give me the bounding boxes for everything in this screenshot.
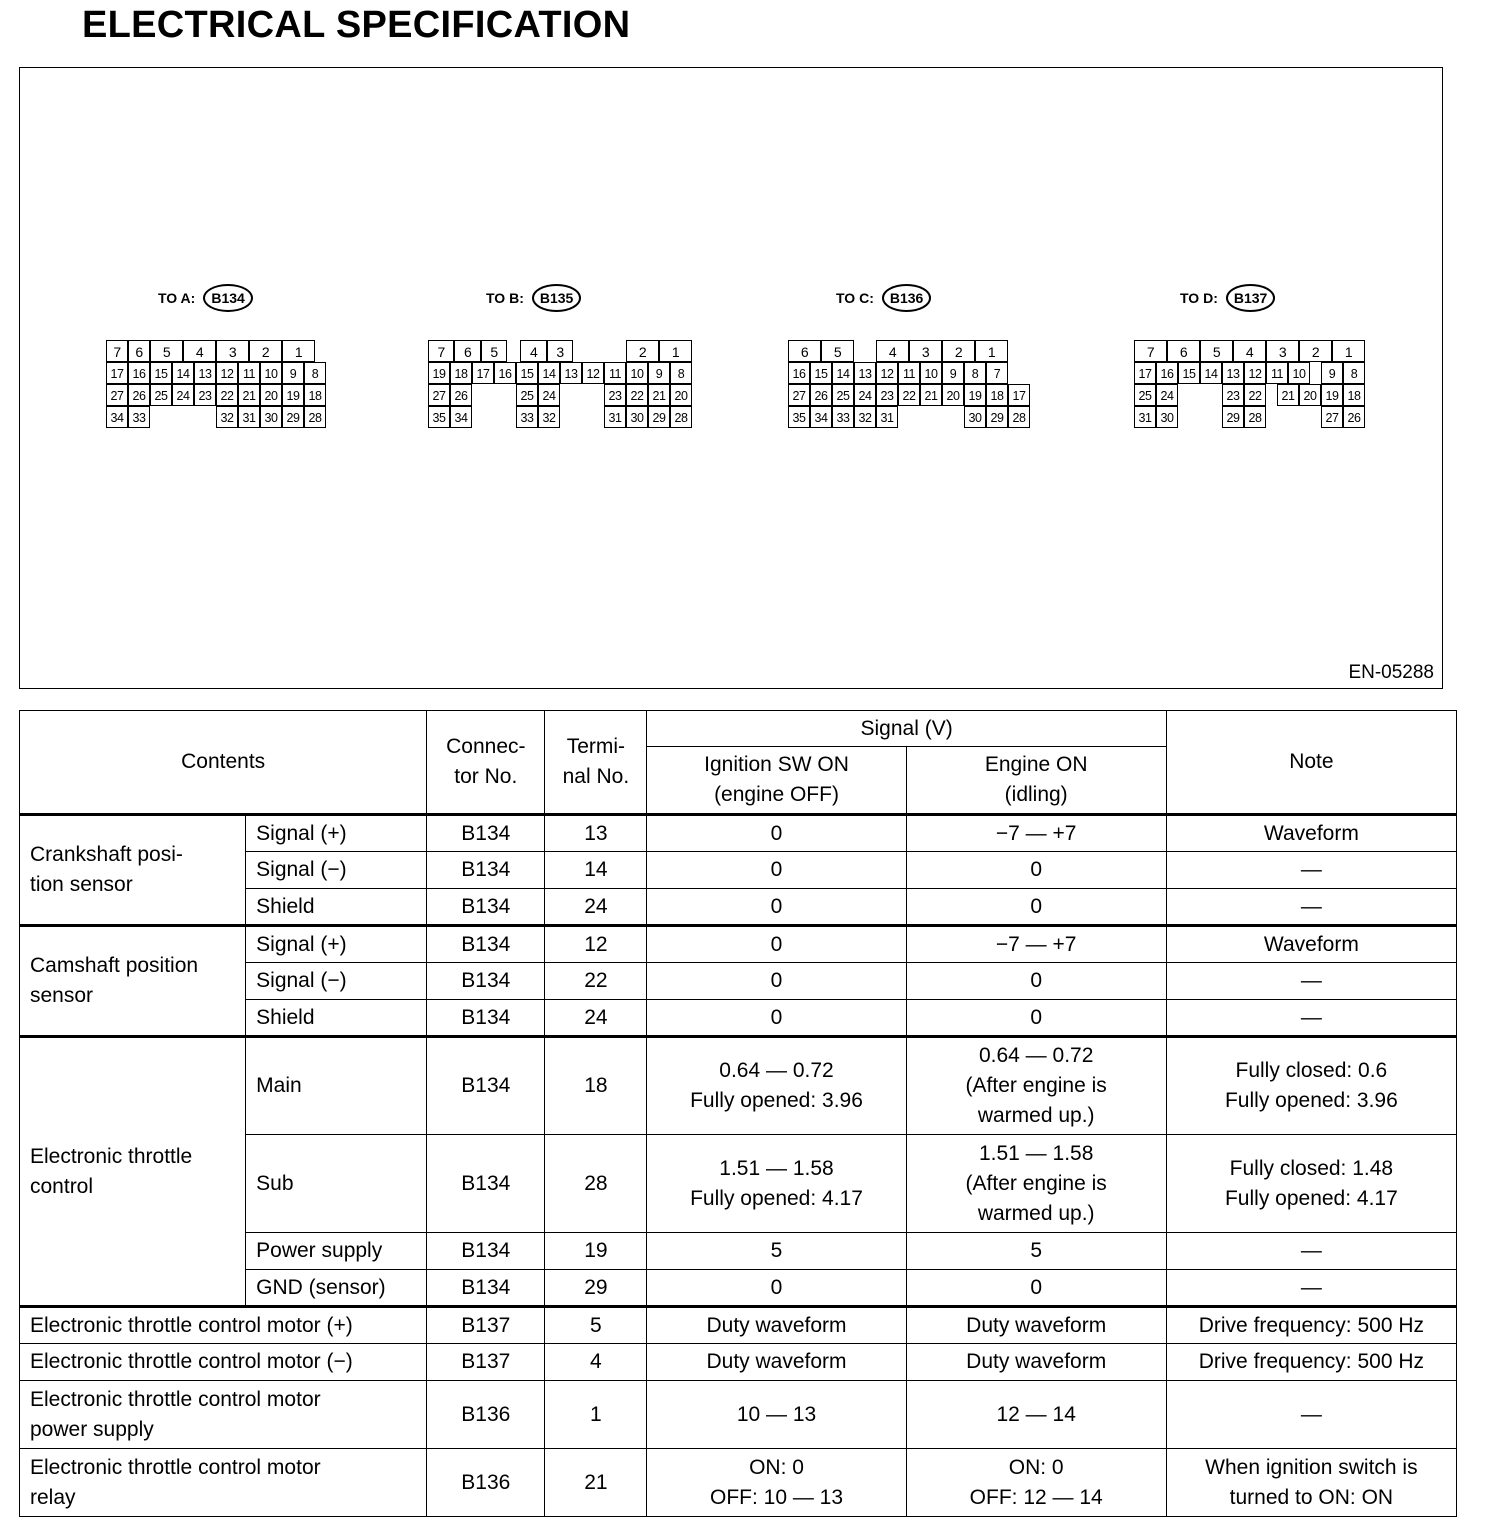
pin-cell: 12	[876, 362, 898, 384]
note: When ignition switch is turned to ON: ON	[1166, 1449, 1456, 1517]
terminal-no: 24	[545, 889, 647, 926]
pin-cell: 10	[260, 362, 282, 384]
connector-no: B134	[427, 889, 545, 926]
pin-cell: 30	[964, 406, 986, 428]
pin-cell: 26	[128, 384, 150, 406]
pin-cell: 25	[1134, 384, 1156, 406]
note: —	[1166, 1233, 1456, 1270]
pin-cell: 7	[106, 340, 128, 362]
connector-no: B134	[427, 1037, 545, 1135]
connector-code-oval: B134	[203, 284, 252, 312]
terminal-no: 18	[545, 1037, 647, 1135]
note: Waveform	[1166, 926, 1456, 963]
signal-engine: 0	[906, 852, 1166, 889]
signal-engine: −7 — +7	[906, 926, 1166, 963]
pin-cell: 32	[538, 406, 560, 428]
pin-cell: 9	[1321, 362, 1343, 384]
pin-cell: 4	[183, 340, 216, 362]
pin-cell: 27	[788, 384, 810, 406]
pin-cell: 23	[194, 384, 216, 406]
terminal-no: 22	[545, 963, 647, 1000]
note: Waveform	[1166, 815, 1456, 852]
signal-engine: −7 — +7	[906, 815, 1166, 852]
connector-label: TO B:	[486, 290, 524, 306]
pin-cell: 21	[648, 384, 670, 406]
item-name: Electronic throttle control motor power supply	[20, 1381, 427, 1449]
signal-ignition: ON: 0 OFF: 10 — 13	[647, 1449, 906, 1517]
note: Drive frequency: 500 Hz	[1166, 1307, 1456, 1344]
pin-cell: 16	[1156, 362, 1178, 384]
connector-no: B134	[427, 852, 545, 889]
terminal-no: 19	[545, 1233, 647, 1270]
table-row	[20, 1344, 1457, 1381]
pin-cell: 34	[810, 406, 832, 428]
pin-cell: 19	[1321, 384, 1343, 406]
table-row	[20, 1307, 1457, 1344]
pin-cell: 29	[282, 406, 304, 428]
item-name: Sub	[246, 1135, 427, 1233]
pin-cell: 32	[854, 406, 876, 428]
pin-cell: 5	[821, 340, 854, 362]
pin-cell: 12	[216, 362, 238, 384]
pin-cell: 15	[810, 362, 832, 384]
group-name: Crankshaft posi- tion sensor	[20, 815, 246, 926]
pin-cell: 31	[876, 406, 898, 428]
pin-cell: 28	[304, 406, 326, 428]
signal-ignition: Duty waveform	[647, 1344, 906, 1381]
pin-cell: 18	[450, 362, 472, 384]
pin-cell: 26	[450, 384, 472, 406]
header-terminal: Termi- nal No.	[545, 711, 647, 815]
pin-cell: 15	[516, 362, 538, 384]
pin-cell: 4	[520, 340, 546, 362]
pin-cell: 3	[1266, 340, 1299, 362]
pin-cell: 18	[1343, 384, 1365, 406]
pin-cell: 24	[172, 384, 194, 406]
connector-code-oval: B137	[1226, 284, 1275, 312]
pin-cell: 33	[128, 406, 150, 428]
note: —	[1166, 852, 1456, 889]
header-note: Note	[1166, 711, 1456, 815]
pin-cell: 23	[1222, 384, 1244, 406]
connector-no: B134	[427, 1135, 545, 1233]
connector-no: B134	[427, 1270, 545, 1307]
connector-code-oval: B135	[532, 284, 581, 312]
signal-engine: 5	[906, 1233, 1166, 1270]
connector-code-oval: B136	[882, 284, 931, 312]
item-name: Signal (+)	[246, 815, 427, 852]
pin-cell: 13	[854, 362, 876, 384]
note: —	[1166, 1381, 1456, 1449]
pin-cell: 11	[604, 362, 626, 384]
pin-cell: 10	[626, 362, 648, 384]
terminal-no: 1	[545, 1381, 647, 1449]
pin-cell: 17	[472, 362, 494, 384]
pin-cell: 17	[106, 362, 128, 384]
figure-id: EN-05288	[1348, 662, 1434, 683]
pin-cell: 8	[964, 362, 986, 384]
terminal-no: 29	[545, 1270, 647, 1307]
signal-engine: 0	[906, 889, 1166, 926]
terminal-no: 5	[545, 1307, 647, 1344]
pin-cell: 30	[1156, 406, 1178, 428]
pin-cell: 20	[670, 384, 692, 406]
pin-cell: 23	[604, 384, 626, 406]
pin-cell: 22	[898, 384, 920, 406]
connector-no: B136	[427, 1449, 545, 1517]
pin-cell: 15	[1178, 362, 1200, 384]
pin-cell: 7	[986, 362, 1008, 384]
item-name: Electronic throttle control motor relay	[20, 1449, 427, 1517]
pin-cell: 24	[854, 384, 876, 406]
pin-cell: 6	[128, 340, 150, 362]
pin-cell: 28	[1244, 406, 1266, 428]
connector-label: TO A:	[158, 290, 196, 306]
pin-cell: 28	[1008, 406, 1030, 428]
signal-engine: 0	[906, 1000, 1166, 1037]
signal-ignition: 0	[647, 1000, 906, 1037]
signal-engine: 12 — 14	[906, 1381, 1166, 1449]
pin-cell: 7	[1134, 340, 1167, 362]
pin-cell: 33	[516, 406, 538, 428]
pin-cell: 20	[260, 384, 282, 406]
pin-cell: 4	[876, 340, 909, 362]
pin-cell: 34	[106, 406, 128, 428]
pin-cell: 8	[1343, 362, 1365, 384]
connector-no: B137	[427, 1307, 545, 1344]
connector-no: B136	[427, 1381, 545, 1449]
pin-cell: 1	[659, 340, 692, 362]
pin-cell: 21	[238, 384, 260, 406]
signal-ignition: 1.51 — 1.58 Fully opened: 4.17	[647, 1135, 906, 1233]
pin-cell: 10	[1288, 362, 1310, 384]
connector-no: B134	[427, 926, 545, 963]
signal-engine: 0	[906, 963, 1166, 1000]
pin-cell: 11	[898, 362, 920, 384]
terminal-no: 13	[545, 815, 647, 852]
note: Fully closed: 0.6 Fully opened: 3.96	[1166, 1037, 1456, 1135]
terminal-no: 28	[545, 1135, 647, 1233]
pin-cell: 29	[986, 406, 1008, 428]
pin-cell: 33	[832, 406, 854, 428]
note: Drive frequency: 500 Hz	[1166, 1344, 1456, 1381]
pin-cell: 30	[260, 406, 282, 428]
pin-cell: 16	[128, 362, 150, 384]
item-name: Power supply	[246, 1233, 427, 1270]
spec-table	[19, 710, 1457, 1517]
header-connector: Connec- tor No.	[427, 711, 545, 815]
header-ignition-sw-on: Ignition SW ON (engine OFF)	[647, 747, 906, 815]
pin-cell: 1	[1332, 340, 1365, 362]
terminal-no: 4	[545, 1344, 647, 1381]
pin-cell: 22	[626, 384, 648, 406]
pin-cell: 10	[920, 362, 942, 384]
pin-cell: 27	[106, 384, 128, 406]
pin-cell: 21	[920, 384, 942, 406]
terminal-no: 14	[545, 852, 647, 889]
item-name: Shield	[246, 889, 427, 926]
item-name: Electronic throttle control motor (+)	[20, 1307, 427, 1344]
pin-cell: 20	[1299, 384, 1321, 406]
signal-ignition: 10 — 13	[647, 1381, 906, 1449]
pin-cell: 31	[604, 406, 626, 428]
pin-cell: 9	[282, 362, 304, 384]
signal-engine: 1.51 — 1.58 (After engine is warmed up.)	[906, 1135, 1166, 1233]
item-name: Signal (−)	[246, 852, 427, 889]
pin-cell: 22	[1244, 384, 1266, 406]
pin-cell: 17	[1008, 384, 1030, 406]
connector-no: B134	[427, 1000, 545, 1037]
page-title: ELECTRICAL SPECIFICATION	[82, 4, 631, 46]
pin-cell: 5	[150, 340, 183, 362]
connector-label: TO C:	[836, 290, 874, 306]
signal-ignition: 5	[647, 1233, 906, 1270]
group-name: Electronic throttle control	[20, 1037, 246, 1307]
pin-cell: 25	[832, 384, 854, 406]
pin-cell: 14	[172, 362, 194, 384]
group-name: Camshaft position sensor	[20, 926, 246, 1037]
pin-cell: 12	[1244, 362, 1266, 384]
pin-cell: 14	[832, 362, 854, 384]
table-row	[20, 1037, 1457, 1135]
pin-cell: 7	[428, 340, 454, 362]
signal-ignition: 0	[647, 852, 906, 889]
note: —	[1166, 1000, 1456, 1037]
item-name: Signal (+)	[246, 926, 427, 963]
item-name: Signal (−)	[246, 963, 427, 1000]
pin-cell: 25	[150, 384, 172, 406]
note: —	[1166, 889, 1456, 926]
pin-cell: 11	[238, 362, 260, 384]
pin-cell: 16	[494, 362, 516, 384]
table-row	[20, 815, 1457, 852]
connector-label: TO D:	[1180, 290, 1218, 306]
pin-cell: 2	[626, 340, 659, 362]
pin-cell: 19	[282, 384, 304, 406]
pin-cell: 18	[304, 384, 326, 406]
pin-cell: 18	[986, 384, 1008, 406]
signal-ignition: 0	[647, 815, 906, 852]
pin-cell: 6	[788, 340, 821, 362]
pin-cell: 17	[1134, 362, 1156, 384]
signal-engine: 0	[906, 1270, 1166, 1307]
pin-cell: 22	[216, 384, 238, 406]
signal-ignition: 0	[647, 963, 906, 1000]
pin-cell: 9	[648, 362, 670, 384]
pin-cell: 20	[942, 384, 964, 406]
pin-cell: 31	[238, 406, 260, 428]
pin-cell: 13	[194, 362, 216, 384]
connector-no: B134	[427, 963, 545, 1000]
terminal-no: 24	[545, 1000, 647, 1037]
pin-cell: 1	[282, 340, 315, 362]
table-row	[20, 1381, 1457, 1449]
pin-cell: 2	[942, 340, 975, 362]
signal-engine: Duty waveform	[906, 1344, 1166, 1381]
pin-cell: 28	[670, 406, 692, 428]
signal-engine: ON: 0 OFF: 12 — 14	[906, 1449, 1166, 1517]
signal-ignition: 0	[647, 1270, 906, 1307]
pin-cell: 6	[454, 340, 480, 362]
header-engine-on: Engine ON (idling)	[906, 747, 1166, 815]
table-row	[20, 1449, 1457, 1517]
pin-cell: 16	[788, 362, 810, 384]
connector-no: B137	[427, 1344, 545, 1381]
note: —	[1166, 1270, 1456, 1307]
pin-cell: 15	[150, 362, 172, 384]
signal-ignition: 0	[647, 926, 906, 963]
pin-cell: 8	[670, 362, 692, 384]
pin-cell: 26	[1343, 406, 1365, 428]
connector-figure	[19, 67, 1443, 689]
pin-cell: 27	[1321, 406, 1343, 428]
pin-cell: 31	[1134, 406, 1156, 428]
item-name: GND (sensor)	[246, 1270, 427, 1307]
pin-cell: 30	[626, 406, 648, 428]
signal-engine: 0.64 — 0.72 (After engine is warmed up.)	[906, 1037, 1166, 1135]
header-contents: Contents	[20, 711, 427, 815]
pin-cell: 32	[216, 406, 238, 428]
signal-engine: Duty waveform	[906, 1307, 1166, 1344]
pin-cell: 4	[1233, 340, 1266, 362]
pin-cell: 12	[582, 362, 604, 384]
connector-no: B134	[427, 815, 545, 852]
pin-cell: 26	[810, 384, 832, 406]
pin-cell: 29	[648, 406, 670, 428]
pin-cell: 27	[428, 384, 450, 406]
pin-cell: 5	[1200, 340, 1233, 362]
pin-cell: 25	[516, 384, 538, 406]
pin-cell: 3	[909, 340, 942, 362]
pin-cell: 35	[788, 406, 810, 428]
pin-cell: 14	[538, 362, 560, 384]
note: —	[1166, 963, 1456, 1000]
pin-cell: 14	[1200, 362, 1222, 384]
pin-cell: 29	[1222, 406, 1244, 428]
pin-cell: 34	[450, 406, 472, 428]
signal-ignition: 0.64 — 0.72 Fully opened: 3.96	[647, 1037, 906, 1135]
pin-cell: 23	[876, 384, 898, 406]
item-name: Electronic throttle control motor (−)	[20, 1344, 427, 1381]
item-name: Shield	[246, 1000, 427, 1037]
pin-cell: 24	[1156, 384, 1178, 406]
signal-ignition: Duty waveform	[647, 1307, 906, 1344]
pin-cell: 1	[975, 340, 1008, 362]
terminal-no: 21	[545, 1449, 647, 1517]
pin-cell: 2	[1299, 340, 1332, 362]
table-row	[20, 926, 1457, 963]
pin-cell: 13	[560, 362, 582, 384]
pin-cell: 9	[942, 362, 964, 384]
pin-cell: 6	[1167, 340, 1200, 362]
connector-no: B134	[427, 1233, 545, 1270]
pin-cell: 11	[1266, 362, 1288, 384]
terminal-no: 12	[545, 926, 647, 963]
pin-cell: 13	[1222, 362, 1244, 384]
pin-cell: 21	[1277, 384, 1299, 406]
pin-cell: 3	[547, 340, 573, 362]
note: Fully closed: 1.48 Fully opened: 4.17	[1166, 1135, 1456, 1233]
pin-cell: 19	[428, 362, 450, 384]
pin-cell: 5	[481, 340, 507, 362]
pin-cell: 2	[249, 340, 282, 362]
pin-cell: 19	[964, 384, 986, 406]
pin-cell: 8	[304, 362, 326, 384]
pin-cell: 35	[428, 406, 450, 428]
item-name: Main	[246, 1037, 427, 1135]
header-signal: Signal (V)	[647, 711, 1166, 747]
pin-cell: 24	[538, 384, 560, 406]
pin-cell: 3	[216, 340, 249, 362]
signal-ignition: 0	[647, 889, 906, 926]
